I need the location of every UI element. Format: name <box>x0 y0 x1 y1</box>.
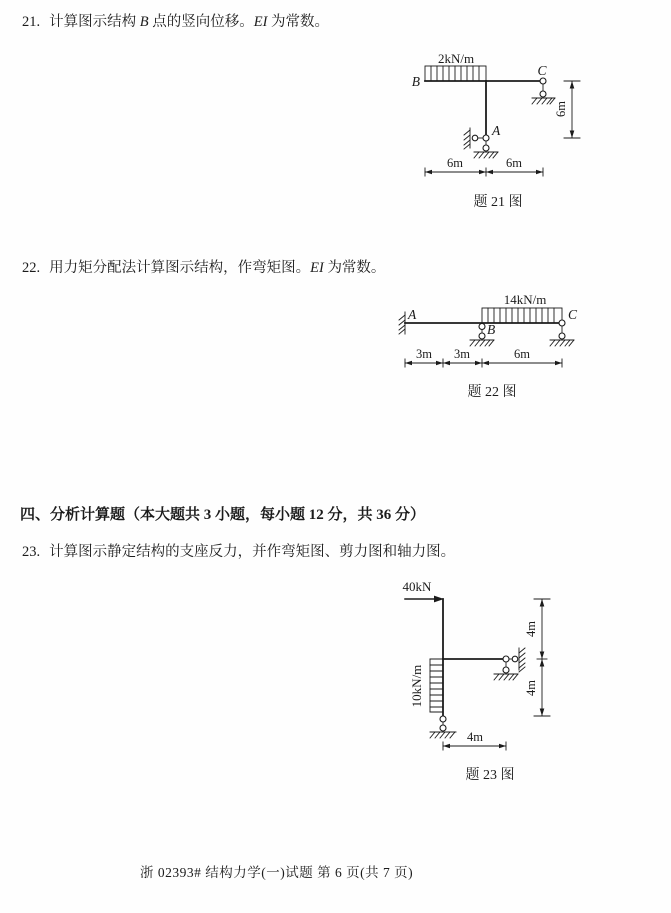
q22-figure-caption: 题 22 图 <box>467 385 517 400</box>
q23-figure-caption: 题 23 图 <box>465 768 515 783</box>
q21-node-a-label: A <box>492 123 501 138</box>
question-22-text-1: 用力矩分配法计算图示结构，作弯矩图。 <box>49 260 311 276</box>
q21-dim-right-label: 6m <box>506 156 522 170</box>
figure-q21-structure-diagram <box>398 45 623 215</box>
q23-dim-top-label: 4m <box>524 621 538 637</box>
question-23-text-1: 计算图示静定结构的支座反力，并作弯矩图、剪力图和轴力图。 <box>49 544 456 560</box>
q21-load-label: 2kN/m <box>437 51 475 66</box>
q21-dimension-bottom <box>425 156 543 176</box>
q22-node-a-label: A <box>408 307 417 322</box>
q21-node-c-label: C <box>537 63 547 78</box>
q22-node-c-label: C <box>568 307 578 322</box>
question-22-text-2: 为常数。 <box>323 260 386 276</box>
q21-dim-left-label: 6m <box>447 156 463 170</box>
q22-dim2-label: 3m <box>454 347 470 361</box>
q23-load-label: 10kN/m <box>409 664 424 708</box>
question-22-number: 22. <box>22 260 41 276</box>
q23-support-bottom-roller <box>430 716 456 738</box>
q21-distributed-load <box>425 66 486 81</box>
q23-distributed-load <box>430 659 443 712</box>
question-23-stem <box>22 542 455 562</box>
question-21-stem <box>22 12 329 32</box>
section-4-heading: 四、分析计算题（本大题共 3 小题，每小题 12 分，共 36 分） <box>20 507 426 523</box>
figure-q22-beam-diagram <box>392 288 607 406</box>
q23-support-right-links <box>494 648 525 680</box>
q23-dimension-bottom <box>443 730 506 750</box>
question-21-ei: EI <box>253 14 268 30</box>
q22-dimension-bottom <box>405 347 562 367</box>
question-21-point-b: B <box>139 14 149 30</box>
q21-frame-members <box>425 81 540 135</box>
q23-frame-members <box>443 599 503 716</box>
q21-dim-v-label: 6m <box>554 101 568 117</box>
q21-figure-caption: 题 21 图 <box>473 195 523 210</box>
q21-dimension-vertical <box>554 81 580 138</box>
q23-dimension-right <box>524 599 550 716</box>
question-22-stem <box>22 258 385 278</box>
q23-dim-mid-label: 4m <box>524 680 538 696</box>
question-22-ei: EI <box>310 260 324 276</box>
q22-node-b-label: B <box>487 322 496 337</box>
page-footer: 浙 02393# 结构力学(一)试题 第 6 页(共 7 页) <box>140 865 414 880</box>
question-21-text-2: 点的竖向位移。 <box>148 14 254 30</box>
q22-distributed-load <box>482 308 562 323</box>
q23-dim-bottom-label: 4m <box>467 730 483 744</box>
q22-dim1-label: 3m <box>416 347 432 361</box>
question-21-text-3: 为常数。 <box>267 14 330 30</box>
question-23-number: 23. <box>22 544 41 560</box>
q22-load-label: 14kN/m <box>503 292 547 307</box>
q21-node-b-label: B <box>411 74 420 89</box>
question-21-text-1: 计算图示结构 <box>49 14 140 30</box>
question-21-number: 21. <box>22 14 41 30</box>
figure-q23-frame-diagram <box>393 580 565 792</box>
q23-force-arrow <box>405 596 444 603</box>
q22-dim3-label: 6m <box>514 347 530 361</box>
q23-force-label: 40kN <box>402 580 432 594</box>
